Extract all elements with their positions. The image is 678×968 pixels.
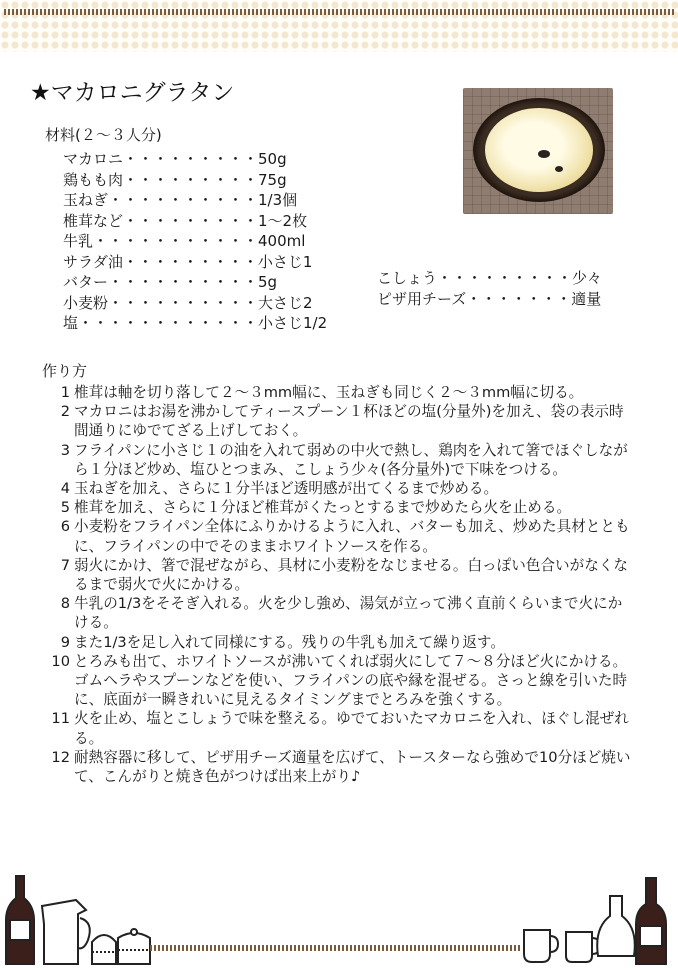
step-number: 7 [60, 556, 70, 574]
step-number: 11 [51, 710, 70, 728]
top-dotted-border [0, 0, 678, 52]
step-number: 2 [60, 403, 70, 421]
step-text: 耐熱容器に移して、ピザ用チーズ適量を広げて、トースターなら強めで10分ほど焼いて、こんがりと焼き色がつけば出来上がり♪ [74, 748, 631, 786]
step-number: 6 [60, 518, 70, 536]
step-text: とろみも出て、ホワイトソースが沸いてくれば弱火にして７～８分ほど火にかける。ゴムヘラやスプーンなどを使い、フライパンの底や縁を混ぜる。さっと線を引いた時に、底面が一瞬きれいに見えるタイミングまでとろみを強くする。 [74, 652, 628, 709]
step-item [42, 441, 632, 479]
step-text: 玉ねぎを加え、さらに１分半ほど透明感が出てくるまで炒める。 [74, 480, 499, 498]
step-text: フライパンに小さじ１の油を入れて弱めの中火で熱し、鶏肉を入れて箸でほぐしながら１分ほど炒め、塩ひとつまみ、こしょう少々(各分量外)で下味をつける。 [74, 441, 628, 478]
ingredient-row: マカロニ・・・・・・・・・ 50g [63, 150, 287, 168]
mug-icon [566, 932, 600, 962]
wine-bottle-icon [6, 876, 34, 964]
top-stripe [4, 9, 674, 15]
mushroom-spot [555, 166, 563, 172]
step-text: また1/3を足し入れて同様にする。残りの牛乳も加えて繰り返す。 [74, 633, 505, 651]
wine-bottle-icon [636, 878, 666, 964]
step-item [42, 479, 632, 498]
ingredient-row: 牛乳・・・・・・・・・・・ 400ml [63, 232, 306, 250]
ingredient-row: 小麦粉・・・・・・・・・・ 大さじ2 [63, 293, 313, 312]
step-item [42, 383, 632, 402]
ingredient-row: 鶏もも肉・・・・・・・・・ 75g [63, 170, 287, 189]
ingredient-row: バター・・・・・・・・・・ 5g [63, 273, 278, 291]
step-item [42, 709, 632, 747]
step-item [42, 652, 632, 710]
step-item [42, 498, 632, 517]
step-number: 1 [60, 384, 70, 401]
step-text: 椎茸は軸を切り落して２～３mm幅に、玉ねぎも同じく２～３mm幅に切る。 [74, 384, 584, 401]
ingredient-row: ピザ用チーズ・・・・・・・ 適量 [377, 289, 602, 308]
step-number: 5 [60, 499, 70, 517]
step-text: マカロニはお湯を沸かしてティースプーン１杯ほどの塩(分量外)を加え、袋の表示時間通りにゆでてざる上げしておく。 [74, 403, 624, 440]
step-item [42, 402, 632, 440]
ingredients-heading: 材料(２～３人分) [45, 126, 162, 144]
ingredient-row: 玉ねぎ・・・・・・・・・・ 1/3個 [63, 191, 298, 209]
step-text: 椎茸を加え、さらに１分ほど椎茸がくたっとするまで炒めたら火を止める。 [74, 499, 572, 517]
mushroom-spot [538, 150, 550, 158]
step-item [42, 748, 632, 786]
ingredient-row: 椎茸など・・・・・・・・・ 1～2枚 [63, 211, 308, 230]
jar-icon [92, 935, 116, 964]
step-text: 牛乳の1/3をそそぎ入れる。火を少し強め、湯気が立って沸く直前くらいまで火にかける。 [74, 595, 623, 632]
cup-icon [524, 930, 558, 962]
ingredients-list-right [377, 268, 602, 309]
bottom-stripe [150, 945, 520, 951]
steps-heading: 作り方 [42, 362, 88, 380]
ingredient-row: こしょう・・・・・・・・・ 少々 [377, 269, 603, 287]
gratin-photo [463, 88, 613, 214]
carafe-icon [597, 896, 635, 956]
step-text: 火を止め、塩とこしょうで味を整える。ゆでておいたマカロニを入れ、ほぐし混ぜれる。 [74, 710, 629, 747]
milk-pitcher-icon [42, 900, 90, 964]
step-item [42, 633, 632, 652]
kitchen-illustration-left [0, 868, 160, 968]
kitchen-illustration-right [518, 868, 678, 968]
step-number: 3 [60, 441, 70, 459]
step-text: 小麦粉をフライパン全体にふりかけるように入れ、バターも加え、炒めた具材とともに、フライパンの中でそのままホワイトソースを作る。 [74, 518, 630, 555]
step-item [42, 556, 632, 594]
sugar-pot-icon [118, 929, 150, 964]
step-number: 4 [60, 480, 70, 498]
recipe-title: ★マカロニグラタン [30, 80, 235, 106]
step-number: 10 [51, 652, 70, 670]
gratin-surface [485, 108, 593, 192]
ingredient-row: サラダ油・・・・・・・・・ 小さじ1 [63, 252, 313, 271]
step-number: 12 [51, 748, 70, 766]
steps-list [42, 383, 632, 786]
step-text: 弱火にかけ、箸で混ぜながら、具材に小麦粉をなじませる。白っぽい色合いがなくなるまで弱火で火にかける。 [74, 556, 628, 594]
step-number: 9 [60, 633, 70, 651]
step-number: 8 [60, 595, 70, 613]
step-item [42, 517, 632, 555]
step-item [42, 594, 632, 632]
ingredient-row: 塩・・・・・・・・・・・・ 小さじ1/2 [63, 314, 328, 332]
ingredients-list-left [63, 149, 327, 334]
